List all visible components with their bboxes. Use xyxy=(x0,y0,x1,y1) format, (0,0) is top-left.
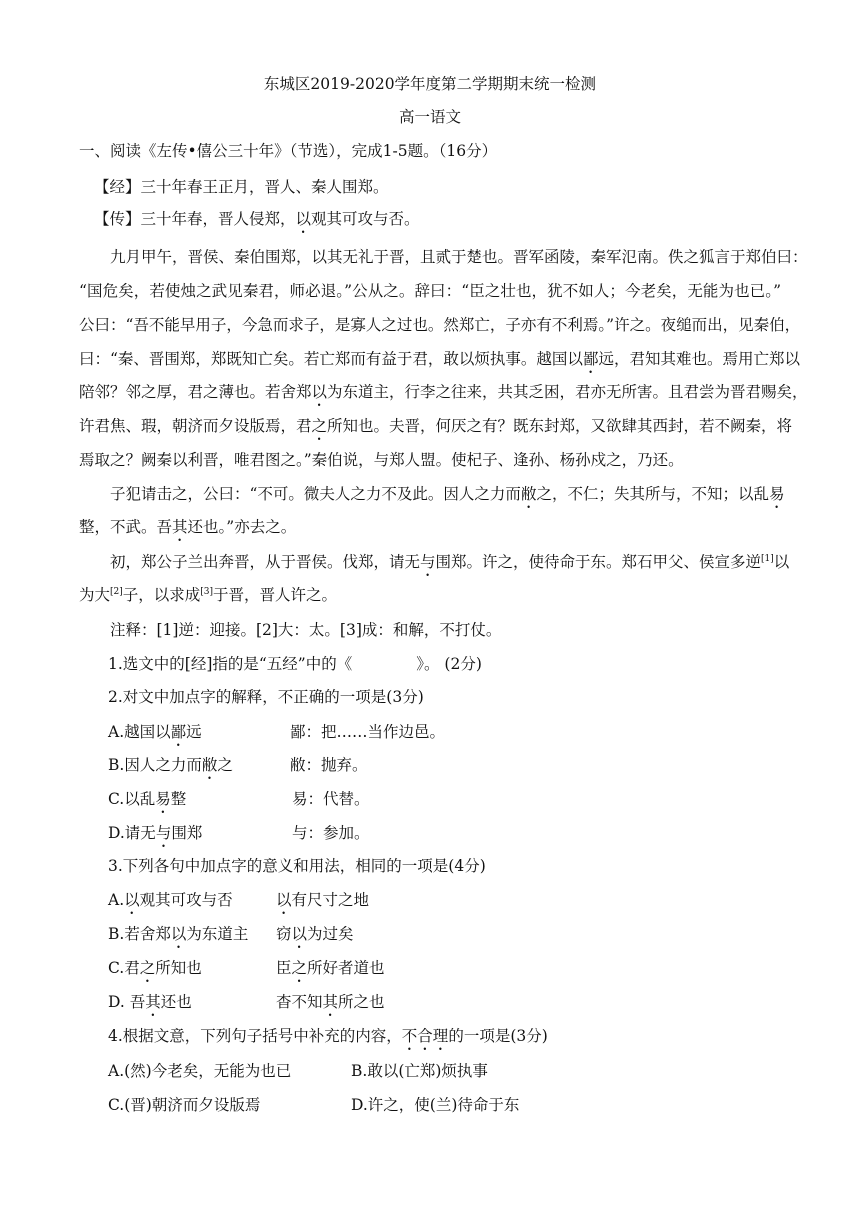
zhuan-line xyxy=(94,209,796,237)
dotted-char: 其 xyxy=(322,993,339,1011)
text-span: D. 吾 xyxy=(108,993,146,1011)
dotted-char: 以 xyxy=(311,383,328,401)
text-span: 之，不仁；失其所与，不知；以乱 xyxy=(536,485,769,503)
p1-line-4 xyxy=(79,349,800,377)
text-span: 于晋，晋人许之。 xyxy=(213,586,338,604)
text-span: 所好者道也 xyxy=(307,959,385,977)
notes-line: 注释：[1]逆：迎接。[2]大：太。[3]成：和解，不打仗。 xyxy=(110,621,502,639)
text-span: 【传】三十年春，晋人侵郑， xyxy=(94,210,296,228)
question-3-stem: 3.下列各句中加点字的意义和用法，相同的一项是(4分) xyxy=(108,857,486,875)
dotted-char: 以 xyxy=(276,891,292,909)
option-explanation: 与：参加。 xyxy=(292,824,370,842)
text-span: 观其可攻与否 xyxy=(139,891,233,909)
dotted-char: 以 xyxy=(291,925,308,943)
dotted-char: 敝 xyxy=(520,485,537,503)
text-span: 观其可攻与否。 xyxy=(311,210,420,228)
footnote-marker: [2] xyxy=(110,587,123,597)
text-span: 陪邻？邻之厚，君之薄也。若舍郑 xyxy=(79,383,312,401)
option-explanation: 敝：抛弃。 xyxy=(290,756,368,774)
p3-line-1 xyxy=(110,552,790,580)
dotted-char: 易 xyxy=(155,790,171,808)
footnote-marker: [3] xyxy=(200,587,214,597)
text-span: 有尺寸之地 xyxy=(291,891,370,909)
text-span: 所知也 xyxy=(155,959,202,977)
option-compare xyxy=(276,992,385,1020)
question-4-option-b: B.敢以(亡郑)烦执事 xyxy=(351,1062,488,1080)
p1-line-1: 九月甲午，晋侯、秦伯围郑，以其无礼于晋，且贰于楚也。晋军函陵，秦军氾南。佚之狐言于郑伯曰： xyxy=(110,248,808,266)
question-3-option-d xyxy=(108,992,810,1020)
text-span: 子，以求成 xyxy=(122,586,201,604)
text-span: B.若舍郑 xyxy=(108,925,171,943)
text-span: 远，君知其难也。焉用亡郑以 xyxy=(598,350,800,368)
exam-title: 东城区2019-2020学年度第二学期期末统一检测 xyxy=(263,75,597,93)
option-explanation: 鄙：把……当作边邑。 xyxy=(290,723,446,741)
dotted-char: 其 xyxy=(172,518,188,536)
option-compare xyxy=(276,890,369,918)
dotted-char: 鄙 xyxy=(582,350,599,368)
dotted-char: 以 xyxy=(124,891,140,909)
text-span: 远 xyxy=(186,723,202,741)
text-span: 4.根据文意，下列句子括号中补充的内容， xyxy=(108,1027,402,1045)
dotted-char: 与 xyxy=(420,553,436,571)
dotted-char: 敝 xyxy=(201,756,218,774)
text-span: 所知也。夫晋，何厌之有？既东封郑，又欲肆其西封，若不阙秦，将 xyxy=(327,417,793,435)
footnote-marker: [1] xyxy=(761,554,774,564)
dotted-char: 以 xyxy=(295,210,312,228)
p1-line-7: 焉取之？阙秦以利晋，唯君图之。”秦伯说，与郑人盟。使杞子、逢孙、杨孙戍之，乃还。 xyxy=(79,451,684,469)
text-span: 还也。”亦去之。 xyxy=(187,518,297,536)
text-span: B.因人之力而 xyxy=(108,756,202,774)
question-1 xyxy=(108,654,810,674)
p1-line-6 xyxy=(79,416,793,444)
question-4-row-1 xyxy=(108,1061,810,1081)
question-4-option-c: C.(晋)朝济而夕设版焉 xyxy=(108,1096,261,1114)
p1-line-2: “国危矣，若使烛之武见秦君，师必退。”公从之。辞曰：“臣之壮也，犹不如人；今老矣，无能为也已。” xyxy=(79,282,781,300)
text-span: 之 xyxy=(217,756,233,774)
text-span: 为东道主 xyxy=(186,925,249,943)
dotted-char: 其 xyxy=(145,993,161,1011)
p1-line-3: 公曰：“吾不能早用子，今急而求子，是寡人之过也。然郑亡，子亦有不利焉。”许之。夜缒而出，见秦伯， xyxy=(79,316,801,334)
text-span: 还也 xyxy=(160,993,192,1011)
p1-line-5 xyxy=(79,382,808,410)
dotted-char: 之 xyxy=(291,959,308,977)
question-3-option-a xyxy=(108,890,810,918)
dotted-char: 鄙 xyxy=(170,723,187,741)
text-span: C.以乱 xyxy=(108,790,156,808)
option-compare xyxy=(276,958,385,986)
question-3-option-b xyxy=(108,924,810,952)
dotted-text: 不合理 xyxy=(401,1027,449,1045)
question-4-option-d: D.许之，使(兰)待命于东 xyxy=(351,1096,520,1114)
text-span: 臣 xyxy=(276,959,292,977)
p3-line-2 xyxy=(79,585,781,605)
dotted-char: 易 xyxy=(768,485,785,503)
option-compare xyxy=(276,924,354,952)
text-span: 》。 (2分) xyxy=(416,655,482,673)
question-2-option-d xyxy=(108,823,810,851)
question-2-option-c xyxy=(108,789,810,817)
question-3-option-c xyxy=(108,958,810,986)
question-2-option-a xyxy=(108,722,810,750)
exam-subtitle: 高一语文 xyxy=(398,108,461,126)
text-span: 围郑。许之，使待命于东。郑石甲父、侯宣多逆 xyxy=(435,553,762,571)
text-span: 围郑 xyxy=(171,824,203,842)
text-span: 子犯请击之，公曰：“不可。微夫人之力不及此。因人之力而 xyxy=(110,485,521,503)
text-span: 曰：“秦、晋围郑，郑既知亡矣。若亡郑而有益于君，敢以烦执事。越国以 xyxy=(79,350,583,368)
text-span: A.越国以 xyxy=(108,723,171,741)
text-span: 为大 xyxy=(79,586,111,604)
text-span: 窃 xyxy=(276,925,292,943)
section-heading: 一、阅读《左传•僖公三十年》（节选），完成1-5题。（16分） xyxy=(79,142,498,160)
text-span: 整 xyxy=(170,790,187,808)
question-4-stem xyxy=(108,1026,810,1054)
text-span: 许君焦、瑕，朝济而夕设版焉，君 xyxy=(79,417,312,435)
question-4-row-2 xyxy=(108,1095,810,1115)
text-span: 杳不知 xyxy=(276,993,323,1011)
text-span: 为东道主，行李之往来，共其乏困，君亦无所害。且君尝为晋君赐矣， xyxy=(327,383,808,401)
jing-line: 【经】三十年春王正月，晋人、秦人围郑。 xyxy=(94,178,389,196)
question-2-stem: 2.对文中加点字的解释，不正确的一项是(3分) xyxy=(108,688,424,706)
p2-line-2 xyxy=(79,517,781,545)
dotted-char: 与 xyxy=(155,824,172,842)
text-span: 初，郑公子兰出奔晋，从于晋侯。伐郑，请无 xyxy=(110,553,421,571)
text-span: 整，不武。吾 xyxy=(79,518,173,536)
dotted-char: 之 xyxy=(311,417,328,435)
text-span: A. xyxy=(108,891,125,909)
text-span: C.君 xyxy=(108,959,140,977)
text-span: 的一项是(3分) xyxy=(448,1027,548,1045)
dotted-char: 之 xyxy=(139,959,156,977)
text-span: 以 xyxy=(773,553,790,571)
dotted-char: 以 xyxy=(170,925,187,943)
question-2-option-b xyxy=(108,755,810,783)
p2-line-1 xyxy=(110,484,785,512)
text-span: 1.选文中的[经]指的是“五经”中的《 xyxy=(108,655,353,673)
text-span: 所之也 xyxy=(338,993,385,1011)
question-4-option-a: A.(然)今老矣，无能为也已 xyxy=(108,1062,292,1080)
text-span: 为过矣 xyxy=(307,925,354,943)
option-explanation: 易：代替。 xyxy=(292,790,370,808)
text-span: D.请无 xyxy=(108,824,156,842)
